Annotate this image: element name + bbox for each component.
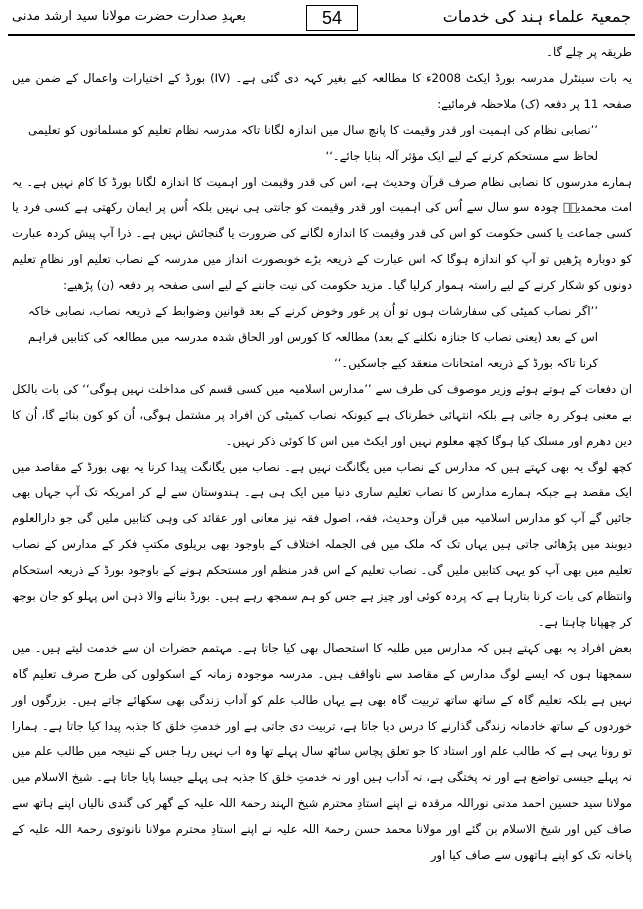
header-book-title: جمعیۃ علماء ہند کی خدمات — [442, 7, 631, 26]
body-paragraph: بعض افراد یہ بھی کہتے ہیں کہ مدارس میں طلبہ کا استحصال بھی کیا جاتا ہے۔ مہتمم حضرات ان سے خدمت لیتے ہیں۔ میں سمجھتا ہوں کہ ایسے لوگ مدارس کے مقاصد سے ناواقف ہیں۔ مدرسہ موجودہ زمانہ کے اسکولوں کی طرح صرف تعلیم گاہ نہیں ہے بلکہ تعلیم گاہ کے ساتھ ساتھ تربیت گاہ بھی ہے یہاں طالب علم کو آداب زندگی بھی سکھائے جاتے ہیں۔ بزرگوں اور خوردوں کے ساتھ خادمانہ زندگی گذارنے کا درس دیا جاتا ہے، تربیت دی جاتی ہے اور خدمتِ خلق کا جذبہ پیدا کیا جاتا ہے۔ ہمارا تو رونا یہی ہے کہ طالب علم اور استاد کا جو تعلق پچاس ساٹھ سال پہلے تھا وہ اب نہیں رہا جس کے نتیجہ میں طالب علم میں نہ پہلے جیسی تواضع ہے اور نہ پختگی ہے، نہ آداب ہیں اور نہ خدمتِ خلق کا جذبہ ہی پہلے جیسا پایا جاتا ہے۔ شیخ الاسلام میں مولانا سید حسین احمد مدنی نوراللہ مرقدہ نے اپنے استادِ محترم شیخ الہند رحمۃ اللہ علیہ کے گھر کی گندی نالیاں اپنے ہاتھ سے صاف کیں اور شیخ الاسلام بن گئے اور مولانا محمد حسن رحمۃ اللہ علیہ نے اپنے استادِ محترم مولانا نانوتوی رحمۃ اللہ علیہ کے پاخانہ تک کو اپنے ہاتھوں سے صاف کیا اور — [12, 640, 632, 863]
body-paragraph: یہ بات سینٹرل مدرسہ بورڈ ایکٹ 2008ء کا مطالعہ کیے بغیر کہہ دی گئی ہے۔ (IV) بورڈ کے اختیارات واعمال کے ضمن میں صفحہ 11 پر دفعہ (ک) ملاحظہ فرمائیے: — [12, 70, 632, 111]
quote-paragraph: ’’نصابی نظام کی اہمیت اور قدر وقیمت کا پانچ سال میں اندازہ لگانا تاکہ مدرسہ نظام تعلیم کو مسلمانوں کو تعلیمی لحاظ سے مستحکم کرنے کے لیے ایک مؤثر آلہ بنایا جائے۔‘‘ — [28, 122, 598, 163]
page-header — [8, 4, 635, 36]
header-left-text: بعہدِ صدارت حضرت مولانا سید ارشد مدنی — [12, 9, 246, 24]
body-paragraph: ان دفعات کے ہوتے ہوئے وزیر موصوف کی طرف سے ’’مدارس اسلامیہ میں کسی قسم کی مداخلت نہیں ہوگی‘‘ کی بات بالکل بے معنی ہوکر رہ جاتی ہے بلکہ انتہائی خطرناک ہے کیونکہ نصاب کمیٹی کن افراد پر مشتمل ہوگی، اُن کو کون بنائے گا، اُن کا دین دھرم اور مسلک کیا ہوگا کچھ معلوم نہیں اور ایکٹ میں اس کا کوئی ذکر نہیں۔ — [12, 381, 632, 448]
article-body — [12, 40, 632, 869]
body-paragraph: طریقہ پر چلے گا۔ — [546, 45, 632, 59]
body-paragraph: کچھ لوگ یہ بھی کہتے ہیں کہ مدارس کے نصاب میں یگانگت نہیں ہے۔ نصاب میں یگانگت پیدا کرنا یہ بھی بورڈ کے مقاصد میں ایک مقصد ہے جبکہ ہمارے مدارس کا نصاب تعلیم ساری دنیا میں ایک ہی ہے۔ ہندوستان سے لے کر امریکہ تک آپ جہاں بھی جائیں گے آپ کو مدارس اسلامیہ میں قرآن وحدیث، فقہ، اصول فقہ نیز معانی اور عقائد کی وہی کتابیں ملیں گی جو دارالعلوم دیوبند میں پڑھائی جاتی ہیں یہاں تک کہ ملک میں فی الجملہ اختلاف کے باوجود بھی بریلوی مکتبِ فکر کے مدارس کے نصاب تعلیم میں بھی آپ کو یہی کتابیں ملیں گی۔ نصاب تعلیم کے اس قدر منظم اور مستحکم ہونے کے باوجود بورڈ کے ذریعہ استحکام وانتظام کی بات کرنا بتارہا ہے کہ پردہ کوئی اور چیز ہے جس کو ہم سمجھ رہے ہیں۔ بورڈ بنانے والا ذہن اس پہلو کو جان بوجھ کر چھپانا چاہتا ہے۔ — [12, 459, 632, 629]
quote-paragraph: ’’اگر نصاب کمیٹی کی سفارشات ہوں تو اُن پر غور وخوض کرنے کے بعد قوانین وضوابط کے ذریعہ نصاب، نصابی خاکہ اس کے بعد (یعنی نصاب کا جنازہ نکلنے کے بعد) مطالعہ کا کورس اور الحاق شدہ مدرسہ میں مطالعہ کی کتابیں فراہم کرنا تاکہ بورڈ کے ذریعہ امتحانات منعقد کیے جاسکیں۔‘‘ — [28, 304, 598, 370]
page-number: 54 — [306, 5, 358, 31]
body-paragraph: ہمارے مدرسوں کا نصابی نظام صرف قرآن وحدیث ہے، اس کی قدر وقیمت اور اہمیت کا اندازہ لگانا بورڈ کا کام نہیں ہے۔ یہ امت محمدیہؐ چودہ سو سال سے اُس کی اہمیت اور قدر وقیمت کو جانتی ہی نہیں بلکہ اُس پر ایمان رکھتی ہے کسی فرد یا کسی جماعت یا کسی حکومت کو اس کی قدر وقیمت کا اندازہ لگانے کی ضرورت یا گنجائش نہیں ہے۔ ذرا آپ پیش کردہ عبارت کو دوبارہ پڑھیں تو آپ کو اندازہ ہوگا کہ اس عبارت کے ذریعہ بڑے خوبصورت انداز میں مدرسہ کے نصاب تعلیم اور نظامِ تعلیم دونوں کو شکار کرنے کے لیے راستہ ہموار کرلیا گیا۔ مزید حکومت کی نیت جاننے کے لیے اسی صفحہ پر دفعہ (ن) پڑھیے: — [12, 174, 632, 293]
